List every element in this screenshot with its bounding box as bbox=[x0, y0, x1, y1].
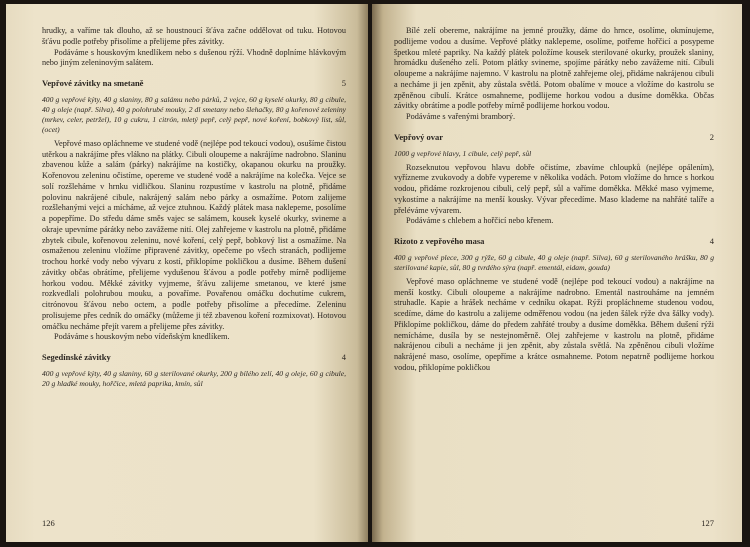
right-intro-paragraph-2: Podáváme s vařenými bramborý. bbox=[406, 112, 516, 121]
recipe-paragraph: Podáváme s chlebem a hořčicí nebo křenem. bbox=[406, 216, 554, 226]
left-intro-paragraph-1: hrudky, a vaříme tak dlouho, až se houstnoucí šťáva začne oddělovat od tuku. Hotovou šťávu podle potřeby přisolíme a přelijeme přes závitky. bbox=[42, 26, 346, 46]
recipe-heading bbox=[42, 78, 346, 89]
left-intro-paragraph-2: Podáváme s houskovým knedlíkem nebo s dušenou rýží. Vhodně doplníme hlávkovým nebo jiným zeleninovým salátem. bbox=[42, 47, 346, 68]
recipe-ingredients: 1000 g vepřové hlavy, 1 cibule, celý pepř, sůl bbox=[394, 148, 532, 158]
recipe-servings: 2 bbox=[709, 131, 714, 142]
recipe-servings: 5 bbox=[341, 78, 346, 88]
recipe-ingredients: 400 g vepřové plece, 300 g rýže, 60 g cibule, 40 g oleje (např. Silva), 60 g sterilovaného hrášku, 80 g sterilované kapie, sůl, 80 g tvrdého sýra (např. ementál, eidam, gouda) bbox=[394, 252, 714, 272]
recipe-title: Vepřový ovar bbox=[394, 131, 444, 142]
recipe-paragraph: Rozseknutou vepřovou hlavu dobře očistíme, zbavíme chloupků (nejlépe opálením), vyřízneme zvukovody a dobře vypereme v několika vodách. Potom vložíme do hrnce s horkou vodou, přidáme rozkrojenou cibuli, celý pepř, sůl a vaříme doměkka. Měkké maso vyjmeme, vykostíme a nakrájíme na menší kousky. Vývar přecedíme. Maso klademe na nahřáté talíře a přeléváme vývarem. bbox=[394, 162, 714, 215]
recipe-title: Segedínské závitky bbox=[42, 352, 111, 362]
recipe-paragraph: Vepřové maso opláchneme ve studené vodě (nejlépe pod tekoucí vodou), osušíme čistou utěrkou a nakrájíme přes vlákno na plátky. Cibuli oloupeme a nakrájíme nadrobno. Slaninu zbavenou kůže a salám (párky) nakrájíme na kostičky, okapanou okurku na proužky. Kořenovou zeleninu očistíme, opereme ve studené vodě a nakrájíme na kolečka. Vejce se solí rozšleháme v hrnku vidličkou. Slaninu rozpustíme v kastrolu na plotně, přidáme polovinu nakrájené cibule, nakrájený salám nebo párky a osmažíme. Potom zalijeme rozšlehanými vejci a mícháme, až vejce ztuhnou. Každý plátek masa naklepeme, posolíme a popepříme. Do středu dáme směs vajec se salámem, kousek kyselé okurky, svineme a okraje upevníme párátky nebo zavážeme nití. Olej zahřejeme v kastrolu na plotně, přidáme zbytek cibule, kořenovou zeleninu, nové koření, celý pepř, bobkový list a osmažíme. Na osmaženou zeleninu vložíme připravené závitky, opečeme po všech stranách, podlijeme trochou horké vody nebo vývaru z kostí, přiklopíme pokličkou a dusíme. Během dušení závitky občas obrátíme, přelijeme vydušenou šťávou a podle potřeby mírně podlijeme horkou vodou. Měkké závitky vyjmeme, šťávu zalijeme smetanou, ve které jsme rozkvedlali polohrubou mouku, a povaříme. Povařenou omáčku dochutíme cukrem, citrónovou šťávou nebo octem, a podle potřeby přisolíme a přecedíme. Zeleninu prolisujeme přes cedník do omáčky (můžeme ji též zbavenou koření rozmixovat). Hotovou omáčku necháme přejít varem a přelijeme přes závitky. bbox=[42, 138, 346, 331]
left-page bbox=[6, 4, 368, 542]
recipe-heading bbox=[394, 236, 714, 247]
recipe-servings: 4 bbox=[341, 352, 346, 362]
recipe-ingredients: 400 g vepřové kýty, 40 g slaniny, 80 g salámu nebo párků, 2 vejce, 60 g kyselé okurky, 80 g cibule, 40 g oleje (např. Silva), 40 g polohrubé mouky, 2 dl smetany nebo šlehačky, 80 g kořenové zeleniny (mrkev, celer, petržel), 10 g cukru, 1 citrón, mletý pepř, celý pepř, nové koření, bobkový list, sůl, (ocet) bbox=[42, 94, 346, 134]
recipe-title: Vepřové závitky na smetaně bbox=[42, 78, 144, 88]
recipe-paragraph: Podáváme s houskovým nebo vídeňským knedlíkem. bbox=[54, 332, 230, 342]
right-intro-paragraph-1: Bílé zelí obereme, nakrájíme na jemné proužky, dáme do hrnce, osolíme, okmínujeme, podlijeme vodou a dusíme. Vepřové plátky naklepeme, osolíme, potřeme hořčicí a posypeme špetkou mleté papriky. Na každý plátek položíme kousek sterilované okurky, proužek slaniny, hromádku dušeného zelí. Potom plátky svineme, spojíme párátky nebo zavážeme nití. Cibuli oloupeme a nakrájíme najemno. V kastrolu na plotně zahřejeme olej, přidáme nakrájenou cibuli a necháme ji jen zpěnit, aby zůstala světlá. Potom obalíme v mouce a vložíme do kastrolu se zpěněnou cibulí. Krátce osmahneme, podlijeme horkou vodou a dusíme doměkka. Občas závitky obrátíme a podle potřeby mírně podlijeme horkou vodou. bbox=[394, 26, 714, 111]
right-text-column bbox=[394, 26, 714, 374]
recipe-ingredients: 400 g vepřové kýty, 40 g slaniny, 60 g sterilované okurky, 200 g bílého zelí, 40 g oleje, 60 g cibule, 20 g hladké mouky, hořčice, mletá paprika, kmín, sůl bbox=[42, 368, 346, 388]
left-text-column bbox=[42, 26, 346, 393]
page-number: 127 bbox=[701, 518, 714, 528]
recipe-heading bbox=[394, 132, 714, 143]
right-page bbox=[372, 4, 742, 542]
recipe-paragraph: Vepřové maso opláchneme ve studené vodě (nejlépe pod tekoucí vodou) a nakrájíme na menší kostky. Cibuli oloupeme a nakrájíme nadrobno. Ementál nastrouháme na jemném struhadle. Kapie a hrášek necháme v cedníku okapat. Rýži propláchneme studenou vodou, scedíme, dáme do kastrolu a zalijeme odměřenou vodou (na jeden šálek rýže dva šálky vody). Přiklopíme pokličkou, dáme do předem zahřáté trouby a dusíme doměkka. Během dušení rýži nemícháme, dusíla by se nestejnoměrně. Olej zahřejeme v kastrolu na plotně, přidáme nakrájenou cibuli a necháme ji jen zpěnit, aby zůstala světlá. Na zpěněnou cibuli vložíme nakrájené maso, osolíme, opepříme a krátce osmahneme. Potom nepatrně podlijeme horkou vodou, přiklopíme pokličkou bbox=[394, 276, 714, 372]
page-number: 126 bbox=[42, 518, 55, 528]
recipe-servings: 4 bbox=[709, 236, 714, 246]
recipe-heading bbox=[42, 352, 346, 363]
recipe-title: Rizoto z vepřového masa bbox=[394, 236, 485, 246]
